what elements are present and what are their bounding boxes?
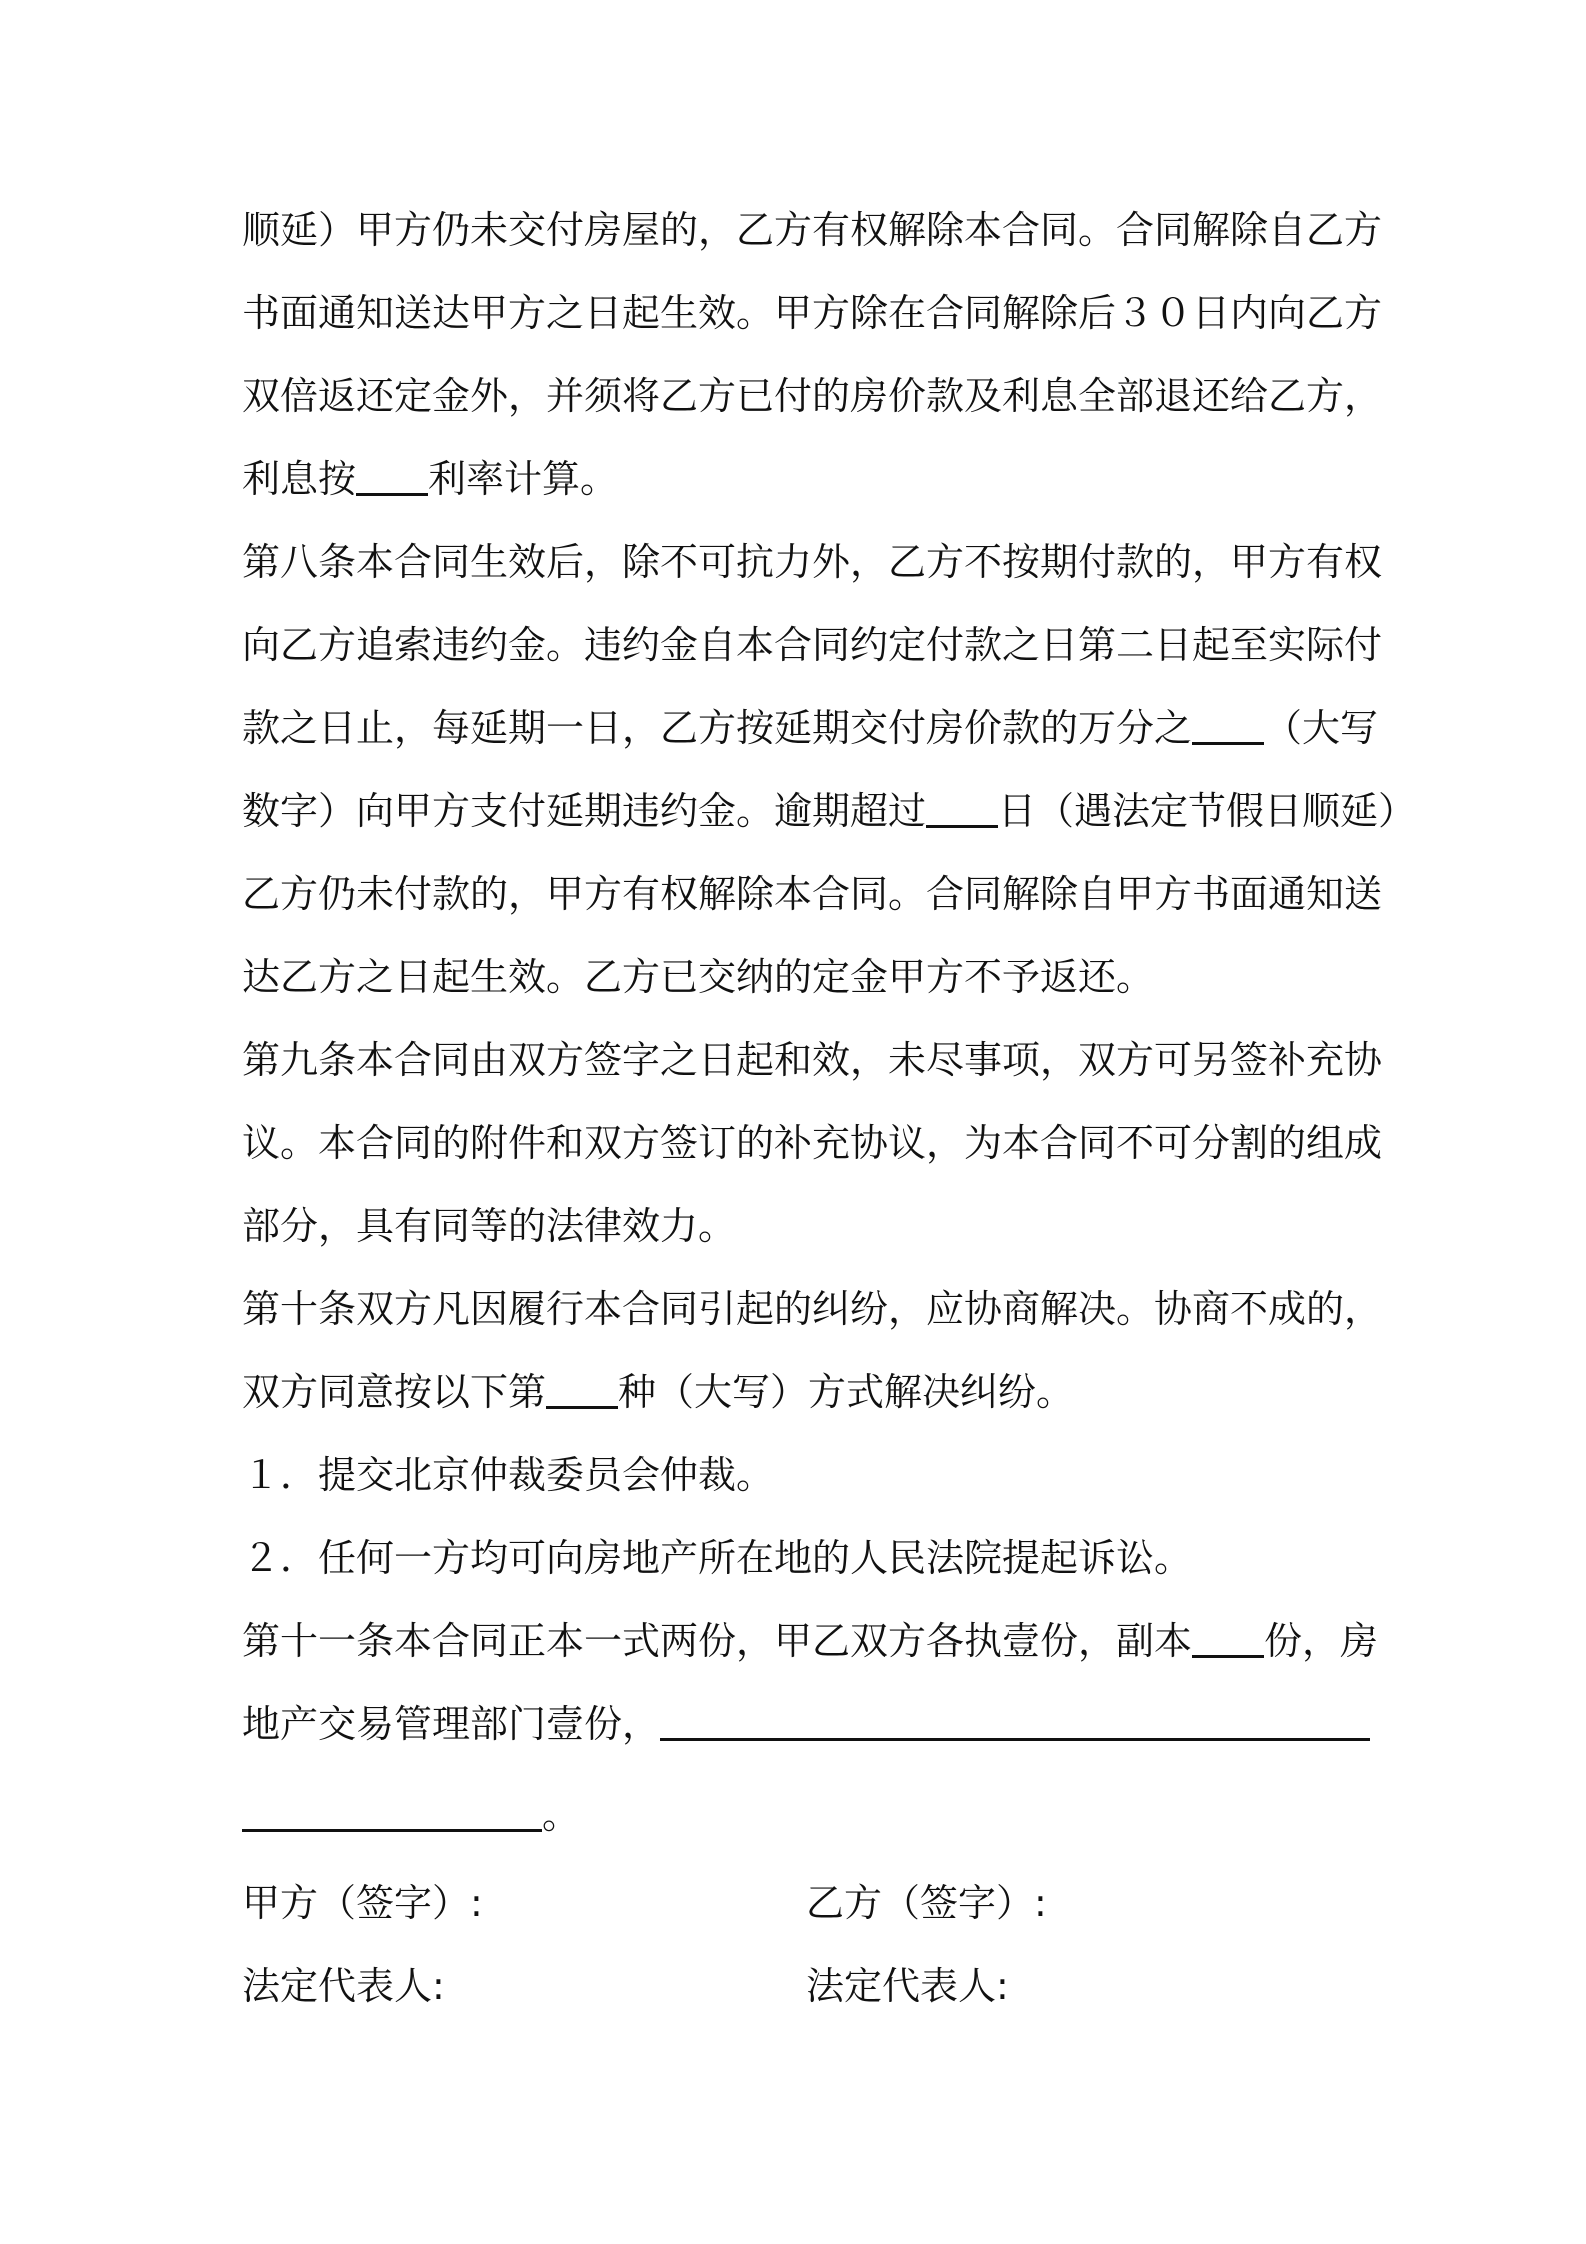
- text-line: [242, 615, 1383, 675]
- fill-in-blank: [926, 788, 998, 828]
- text-segment: 地产交易管理部门壹份，: [242, 1702, 661, 1746]
- text-segment: 议。本合同的附件和双方签订的补充协议，为本合同不可分割的组成: [242, 1121, 1383, 1165]
- text-segment: 日（遇法定节假日顺延）: [998, 789, 1417, 833]
- text-line: [242, 1362, 1362, 1422]
- text-segment: 。: [542, 1793, 581, 1837]
- party-b-signature-label: 乙方（签字）:: [806, 1881, 1047, 1925]
- text-segment: 利息按: [242, 457, 357, 501]
- text-segment: 第十条双方凡因履行本合同引起的纠纷，应协商解决。协商不成的，: [242, 1287, 1383, 1331]
- text-line: [242, 1030, 1383, 1090]
- text-line: [242, 1113, 1383, 1173]
- fill-in-blank: [1192, 705, 1264, 745]
- text-line: [242, 1528, 1362, 1588]
- text-segment: 利率计算。: [428, 457, 619, 501]
- text-segment: （大写: [1264, 706, 1379, 750]
- text-segment: 部分，具有同等的法律效力。: [242, 1204, 737, 1248]
- text-segment: 顺延）甲方仍未交付房屋的，乙方有权解除本合同。合同解除自乙方: [242, 208, 1383, 252]
- text-segment: 第九条本合同由双方签字之日起和效，未尽事项，双方可另签补充协: [242, 1038, 1383, 1082]
- text-line: [242, 698, 1379, 758]
- fill-in-blank: [356, 456, 428, 496]
- text-segment: 款之日止，每延期一日，乙方按延期交付房价款的万分之: [242, 706, 1193, 750]
- text-segment: 达乙方之日起生效。乙方已交纳的定金甲方不予返还。: [242, 955, 1155, 999]
- text-line: [242, 449, 1362, 509]
- fill-in-blank: [1192, 1618, 1264, 1658]
- text-segment: 书面通知送达甲方之日起生效。甲方除在合同解除后３０日内向乙方: [242, 291, 1383, 335]
- text-segment: １．提交北京仲裁委员会仲裁。: [242, 1453, 775, 1497]
- text-line: [242, 864, 1383, 924]
- text-segment: 第十一条本合同正本一式两份，甲乙双方各执壹份，副本: [242, 1619, 1193, 1663]
- text-line: [242, 200, 1383, 260]
- text-segment: 数字）向甲方支付延期违约金。逾期超过: [242, 789, 927, 833]
- text-line: [242, 532, 1383, 592]
- text-segment: 第八条本合同生效后，除不可抗力外，乙方不按期付款的，甲方有权: [242, 540, 1383, 584]
- text-line: [242, 1196, 1362, 1256]
- text-line: [242, 1785, 1362, 1845]
- text-line: [242, 1694, 1362, 1754]
- text-line: [242, 947, 1362, 1007]
- text-line: [242, 1611, 1379, 1671]
- text-segment: 份，房: [1264, 1619, 1379, 1663]
- text-line: [242, 366, 1383, 426]
- text-line: [242, 1445, 1362, 1505]
- party-b-representative-label: 法定代表人:: [806, 1964, 1009, 2008]
- text-segment: 双倍返还定金外，并须将乙方已付的房价款及利息全部退还给乙方，: [242, 374, 1383, 418]
- text-segment: 向乙方追索违约金。违约金自本合同约定付款之日第二日起至实际付: [242, 623, 1383, 667]
- fill-in-blank: [242, 1792, 542, 1832]
- text-line: [242, 1279, 1383, 1339]
- text-segment: 乙方仍未付款的，甲方有权解除本合同。合同解除自甲方书面通知送: [242, 872, 1383, 916]
- text-line: [242, 781, 1417, 841]
- text-segment: ２．任何一方均可向房地产所在地的人民法院提起诉讼。: [242, 1536, 1193, 1580]
- fill-in-blank: [546, 1369, 618, 1409]
- text-segment: 种（大写）方式解决纠纷。: [618, 1370, 1075, 1414]
- party-a-representative-label: 法定代表人:: [242, 1964, 445, 2008]
- text-segment: 双方同意按以下第: [242, 1370, 547, 1414]
- fill-in-blank: [660, 1701, 1370, 1741]
- text-line: [242, 283, 1383, 343]
- party-a-signature-label: 甲方（签字）:: [242, 1881, 483, 1925]
